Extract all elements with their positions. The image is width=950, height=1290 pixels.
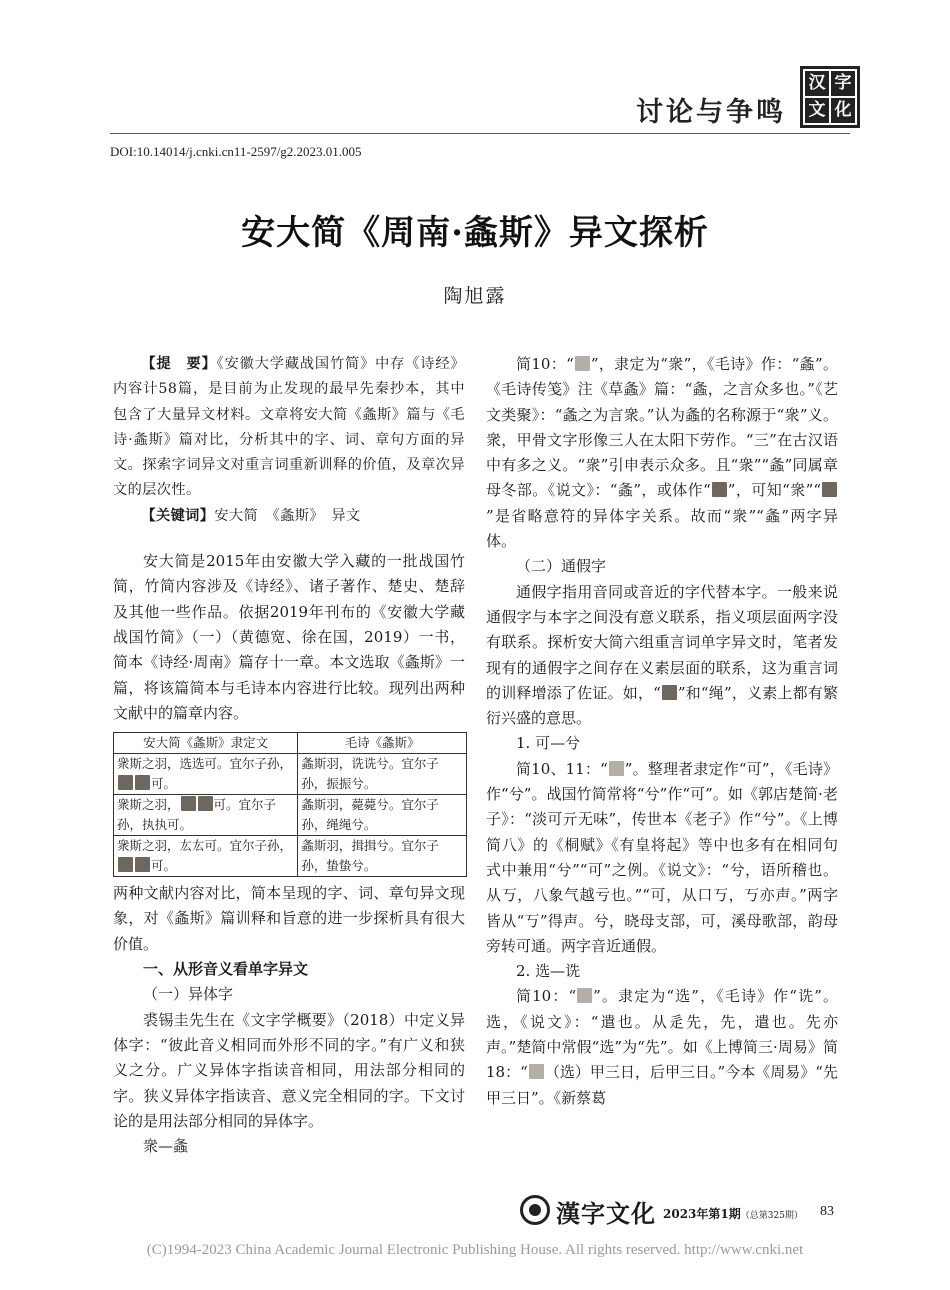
pair-heading: 衆—螽 xyxy=(143,1137,189,1156)
cell-text: 可。 xyxy=(151,858,177,874)
item-heading: 2. 选—诜 xyxy=(516,962,581,981)
author-name: 陶旭露 xyxy=(443,285,507,307)
article-title: 安大简《周南·螽斯》异文探析 xyxy=(241,213,709,253)
ancient-char-image xyxy=(135,857,150,872)
keywords xyxy=(113,504,465,529)
journal-logo-icon xyxy=(520,1195,550,1225)
variant-paragraph: 裘锡圭先生在《文字学概要》（2018）中定义异体字：“彼此音义相同而外形不同的字。”有广义和狭义之分。广义异体字指读音相同，用法部分相同的字。狭义异体字指读音、意义完全相同的字。下文讨论的是用法部分相同的异体字。 xyxy=(113,1010,465,1130)
ancient-char-image xyxy=(198,796,213,811)
copyright-notice: (C)1994-2023 China Academic Journal Electronic Publishing House. All rights reserved. http://www.cnki.net xyxy=(146,1242,804,1258)
footer-issue xyxy=(663,1205,803,1222)
cell-text: 可。 xyxy=(151,776,177,792)
cell-text: 衆斯之羽，选选可。宜尔子孙， xyxy=(117,756,293,772)
ancient-char-image xyxy=(822,482,837,497)
paragraph: 简10：“ ”。隶定为“选”，《毛诗》作“诜”。选，《说文》：“遣也。从辵先，先，遣也。先亦声。”楚简中常假“选”为“先”。如《上博简三·周易》简18：“ （选）甲三日，后甲三日。”今本《周易》“先甲三日”。《新蔡葛 xyxy=(486,987,839,1107)
ancient-char-image xyxy=(577,988,592,1003)
keywords-label: 【关键词】 xyxy=(141,507,215,524)
issue-text: 2023年第1期 xyxy=(663,1207,741,1221)
abstract xyxy=(113,352,465,504)
table-cell xyxy=(114,795,298,836)
table-header: 毛诗《螽斯》 xyxy=(298,733,467,754)
ancient-char-image xyxy=(118,775,133,790)
paragraph: 简10、11：“ ”。整理者隶定作“可”，《毛诗》作“兮”。战国竹简常将“兮”作“可”。如《郭店楚简·老子》：“淡可亓无味”，传世本《老子》作“兮”。《上博简八》的《桐赋》《有皇将起》等中也多有在相同句式中兼用“兮”“可”之例。《说文》：“兮，语所稽也。从丂，八象气越亏也。”“可，从口丂，丂亦声。”两字皆从“丂”得声。兮，晓母支部，可，溪母歌部，韵母旁转可通。两字音近通假。 xyxy=(486,759,839,955)
header-divider xyxy=(110,133,850,134)
cell-text: 衆斯之羽， xyxy=(117,797,180,813)
seal-char: 文 xyxy=(805,98,829,123)
seal-char: 字 xyxy=(831,71,855,96)
intro-paragraph: 安大简是2015年由安徽大学入藏的一批战国竹简，竹简内容涉及《诗经》、诸子著作、楚史、楚辞及其他一些作品。依据2019年刊布的《安徽大学藏战国竹简》（一）（黄德宽、徐在国，2019）一书，简本《诗经·周南》篇存十一章。本文选取《螽斯》一篇，将该篇简本与毛诗本内容进行比较。现列出两种文献中的篇章内容。 xyxy=(113,552,465,722)
table-cell xyxy=(114,754,298,795)
issue-total: （总第325期） xyxy=(740,1211,803,1221)
paragraph: 通假字指用音同或音近的字代替本字。一般来说通假字与本字之间没有意义联系，指义项层面两字没有联系。探析安大简六组重言词单字异文时，笔者发现有的通假字之间存在义素层面的联系，这为重言词的训释增添了佐证。如，“ ”和“绳”，义素上都有繁衍兴盛的意思。 xyxy=(486,582,838,728)
after-table-paragraph: 两种文献内容对比，简本呈现的字、词、章句异文现象，对《螽斯》篇训释和旨意的进一步探析具有很大价值。 xyxy=(113,884,465,953)
section-title: 讨论与争鸣 xyxy=(636,97,786,128)
ancient-char-image xyxy=(575,356,590,371)
ancient-char-image xyxy=(609,761,624,776)
seal-char: 化 xyxy=(831,98,855,123)
page-number: 83 xyxy=(820,1204,834,1219)
table-row xyxy=(114,754,467,795)
doi: DOI:10.14014/j.cnki.cn11-2597/g2.2023.01.005 xyxy=(110,144,362,159)
table-cell: 螽斯羽，诜诜兮。宜尔子孙，振振兮。 xyxy=(298,754,467,795)
table-row xyxy=(114,836,467,877)
subsection-heading: （一）异体字 xyxy=(143,985,234,1004)
footer-journal-name: 漢字文化 xyxy=(556,1199,656,1228)
paragraph: 简10：“ ”，隶定为“衆”，《毛诗》作：“螽”。《毛诗传笺》注《草螽》篇：“螽，之言众多也。”《艺文类聚》：“螽之为言衆。”认为螽的名称源于“衆”义。衆，甲骨文字形像三人在太阳下劳作。“三”在古汉语中有多之义。“衆”引申表示众多。且“衆”“螽”同属章母冬部。《说文》：“螽”，或体作“ ”，可知“衆”“”是省略意符的异体字关系。故而“衆”“螽”两字异体。 xyxy=(486,355,838,551)
seal-char: 汉 xyxy=(805,71,829,96)
item-heading: 1. 可—兮 xyxy=(516,734,581,753)
table-cell xyxy=(114,836,298,877)
keywords-text: 安大简 《螽斯》 异文 xyxy=(214,507,361,524)
table-header: 安大简《螽斯》隶定文 xyxy=(114,733,298,754)
ancient-char-image xyxy=(118,857,133,872)
ancient-char-image xyxy=(135,775,150,790)
ancient-char-image xyxy=(181,796,196,811)
subsection-heading: （二）通假字 xyxy=(516,557,607,576)
table-cell: 螽斯羽，揖揖兮。宜尔子孙，蛰蛰兮。 xyxy=(298,836,467,877)
table-cell: 螽斯羽，薨薨兮。宜尔子孙，绳绳兮。 xyxy=(298,795,467,836)
ancient-char-image xyxy=(712,482,727,497)
right-column xyxy=(486,352,838,1111)
journal-seal-logo xyxy=(800,66,860,128)
ancient-char-image xyxy=(662,685,677,700)
abstract-label: 【提 要】 xyxy=(141,356,217,372)
cell-text: 衆斯之羽，厷厷可。宜尔子孙， xyxy=(117,838,293,854)
comparison-table xyxy=(113,732,467,877)
ancient-char-image xyxy=(529,1064,544,1079)
section-heading: 一、从形音义看单字异文 xyxy=(143,960,309,979)
cell-text: 可。宜尔子孙，执执可。 xyxy=(117,797,277,833)
left-column xyxy=(113,352,465,1159)
table-header-row xyxy=(114,733,467,754)
table-row xyxy=(114,795,467,836)
abstract-text: 《安徽大学藏战国竹简》中存《诗经》内容计58篇，是目前为止发现的最早先秦抄本，其中包含了大量异文材料。文章将安大简《螽斯》篇与《毛诗·螽斯》篇对比，分析其中的字、词、章句方面的异文。探索字词异文对重言词重新训释的价值，及章次异文的层次性。 xyxy=(113,356,465,499)
